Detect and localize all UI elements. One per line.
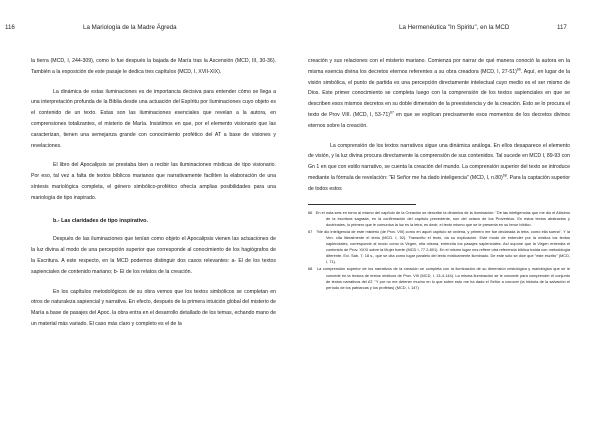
footnote-ref-68: 68: [502, 173, 507, 178]
right-p1-text-b: . Aquí, en lugar de la visión simbólica, el punto de partida es una percepción directamente intelectual cuyo medio es el ser mismo de Dios. Este primer conocimiento se completa luego con la comprensión de los textos sapienciales en que se describen esos mismos decretos en su doble dimensión de la preexistencia y de la creación. Esto se lo procura el texto de Prov VIII. (MCD, I, 53-71): [308, 68, 570, 118]
left-paragraph-1: la tierra (MCD, I, 244-309), como lo fue después la bajada de María tras la Ascensión (MCD, III, 30-36). También a la exposición de este pasaje le dedica tres capítulos (MCD, I, XVII-XIX).: [31, 58, 276, 75]
right-p1-text-c: en que se explican precisamente esos momentos de los decretos divinos eternos sobre la creación.: [308, 111, 570, 129]
right-page-number: 117: [557, 24, 567, 31]
right-p2-text-b: . Para la captación superior de todos estos: [308, 174, 570, 192]
footnote-ref-66: 66: [516, 67, 521, 72]
footnote-text: "Me dio inteligencia de este misterio (de Prov. VIII) como en aquel capítulo se ordena, y primero me fue declarada la letra, como ella suena". Y la Ven. cita literalmente el texto (MCD. I, 52). Transcrito el texto, da su explicación. Este modo de entender por la mística los textos sapienciales, corresponde al modo como la Virgen, ella misma, entendía los pasajes sapienciales. Así supone que la Virgen entendía el contenido de Prov. XXXI sobre la Mujer fuerte (MCD I, 77 2-801). En el mismo lugar nos refiere otra referencia bíblica traída con metodología diferente. Ecl. Sab. 7, 18 s., que se cita como lugar paralelo del texto místicamente iluminado. De este sólo se dice que "este escrito" (MCD, I, 71).: [316, 228, 570, 265]
left-running-head: La Mariología de la Madre Ágreda: [83, 24, 177, 31]
section-paragraph-1: Después de las iluminaciones que tenían como objeto el Apocalipsis vienen las actuaciones de la luz divina al modo de una percepción superior que corresponde al conocimiento de los hagiógrafos de la Escritura. A este respecto, en la MCD podemos distinguir dos casos relevantes: a- El de los textos sapienciales de contenido mariano; b- El de los relatos de la creación.: [31, 236, 276, 275]
right-paragraph-1: [308, 56, 570, 132]
footnote-divider: [308, 204, 416, 205]
footnote-66: [308, 210, 570, 228]
section-heading: b.- Las claridades de tipo inspirativo.: [53, 217, 148, 224]
left-paragraph-3: El libro del Apocalipsis se prestaba bien a recibir las iluminaciones místicas de tipo visionario. Por eso, tal vez a falta de textos bíblicos marianos que narrativamente faciliten la elaboración de una síntesis mariológica completa, el género simbólico-profético ofrecía amplias posibilidades para una mariología de tipo inspirado.: [31, 162, 276, 201]
right-paragraph-2: [308, 141, 570, 195]
footnote-mark: 66: [308, 209, 313, 215]
footnote-mark: 67: [308, 228, 313, 234]
footnote-text: La comprensión superior de los narrativos de la creación se completa con la iluminación de su dimensión cristológica y mariológica que se le concede en la lectura de textos místicos de Prov. VIII (MCD, I, 13-4-144). La misma iluminación se le concede para comprender el conjunto de textos narrativos del AT. "Y por no me detener mucho en lo que sobre esto me ha dado el Señor a conocer (la historia de la salvación el período de los patriarcas y los profetas) (MCD, I, 147): [316, 266, 570, 290]
footnote-67: [308, 229, 570, 266]
footnote-text: En el nota seis en torno al mismo del capítulo de la Creación se describe la dinámica de la iluminación: "De las inteligencias que me dio el Altísimo de la escritura sagrada, en la confirmación del capítulo precedente, son del octavo de los Proverbios. En estos textos abstractos y doctrinales, lo primero que le comunica la luz es la letra, es decir, el texto mismo que se le presenta en su tenor bíblico.: [315, 209, 570, 227]
right-running-head: La Hermenéutica "In Spiritu", en la MCD: [399, 24, 510, 31]
right-p2-text-a: La comprensión de los textos narrativos sigue una dinámica análoga. En ellos desaparece el elemento de visión, y la luz divina procura directamente la comprensión de sus contenidos. Tal sucede en MCD I, 89-93 con Gn 1 en que con estilo narrativo, se cuenta la creación del mundo. La comprensión superior del texto se introduce mediante la fórmula de revelación: "El Señor me ha dado inteligencia" (MCD, I, n.80): [308, 142, 570, 181]
right-text-column: [308, 56, 570, 292]
footnote-mark: 68: [308, 266, 313, 272]
left-paragraph-2: La dinámica de estas iluminaciones es de importancia decisiva para entender cómo se llega a una interpretación profunda de la Biblia desde una actuación del Espíritu por iluminaciones cuyo objeto es el contenido de un texto. Estas son las iluminaciones esenciales que revelan a la autora, en comprensiones totalizantes, el misterio de María. Insistimos en que, por el elemento visionario que las caracterizan, tienen una semejanza grande con conocimiento profético del AT a base de visiones y revelaciones.: [31, 88, 276, 149]
footnote-ref-67: 67: [389, 110, 394, 115]
left-page-number: 116: [5, 24, 15, 31]
footnote-68: [308, 266, 570, 290]
section-paragraph-2: En los capítulos metodológicos de su obra vemos que los textos simbólicos se completan en otros de naturaleza sapiencial y narrativa. En efecto, después de la primera intuición global del misterio de María a base de pasajes del Apoc. la obra entra en el desarrollo detallado de los temas, echando mano de un material más variado. El caso más claro y completo es el de la: [31, 288, 276, 327]
right-p1-text-a: creación y sus relaciones con el misterio mariano. Comienza por narrar de qué manera conoció la autora en la misma esencia divina los decretos eternos referentes a su obra creadora (MCD, I, 27-51): [308, 58, 570, 75]
